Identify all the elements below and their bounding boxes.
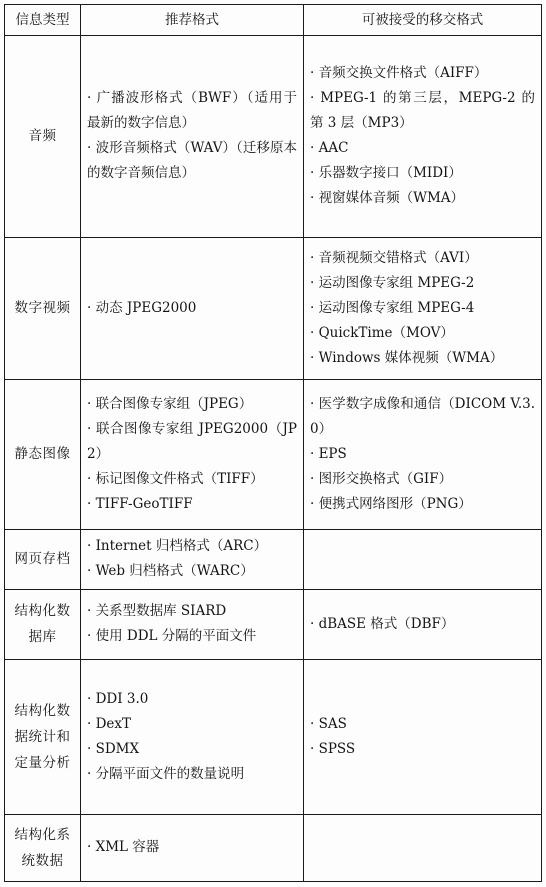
list-item: · SAS bbox=[310, 715, 347, 732]
acceptable-cell bbox=[304, 814, 542, 881]
table-row-digital-video bbox=[5, 237, 542, 380]
list-item: · 音频视频交错格式（AVI） bbox=[310, 249, 478, 266]
list-item: · AAC bbox=[310, 140, 349, 157]
list-item: · 联合图像专家组 JPEG2000（JP2） bbox=[87, 420, 297, 462]
recommended-list bbox=[87, 534, 297, 584]
list-item: · EPS bbox=[310, 445, 347, 462]
acceptable-list bbox=[310, 712, 535, 762]
list-item: · 广播波形格式（BWF）（适用于最新的数字信息） bbox=[87, 90, 297, 132]
recommended-list bbox=[87, 835, 297, 860]
list-item: · dBASE 格式（DBF） bbox=[310, 615, 455, 632]
list-item: · 视窗媒体音频（WMA） bbox=[310, 190, 465, 207]
table-row-structured-database bbox=[5, 589, 542, 659]
type-cell: 数字视频 bbox=[5, 237, 81, 380]
list-item: · 乐器数字接口（MIDI） bbox=[310, 165, 462, 182]
header-recommended: 推荐格式 bbox=[81, 5, 304, 36]
list-item: · 关系型数据库 SIARD bbox=[87, 603, 227, 620]
list-item: · 联合图像专家组（JPEG） bbox=[87, 395, 253, 412]
list-item: · 医学数字成像和通信（DICOM V.3.0） bbox=[310, 395, 535, 437]
recommended-cell bbox=[81, 589, 304, 659]
type-cell: 网页存档 bbox=[5, 529, 81, 589]
type-cell: 结构化数据库 bbox=[5, 589, 81, 659]
recommended-cell bbox=[81, 660, 304, 815]
header-info-type: 信息类型 bbox=[5, 5, 81, 36]
list-item: · XML 容器 bbox=[87, 839, 160, 856]
acceptable-cell bbox=[304, 380, 542, 530]
acceptable-list bbox=[310, 612, 535, 637]
recommended-cell bbox=[81, 36, 304, 238]
type-cell: 音频 bbox=[5, 36, 81, 238]
acceptable-cell bbox=[304, 529, 542, 589]
recommended-cell bbox=[81, 529, 304, 589]
list-item: · 使用 DDL 分隔的平面文件 bbox=[87, 628, 257, 645]
list-item: · MPEG-1 的第三层，MEPG-2 的第 3 层（MP3） bbox=[310, 90, 535, 132]
list-item: · 音频交换文件格式（AIFF） bbox=[310, 65, 488, 82]
recommended-cell bbox=[81, 237, 304, 380]
recommended-list bbox=[87, 296, 297, 321]
recommended-list bbox=[87, 599, 297, 649]
table-row-web-archive bbox=[5, 529, 542, 589]
table-row-still-image bbox=[5, 380, 542, 530]
list-item: · SDMX bbox=[87, 740, 140, 757]
list-item: · Web 归档格式（WARC） bbox=[87, 563, 254, 580]
list-item: · 便携式网络图形（PNG） bbox=[310, 495, 472, 512]
recommended-list bbox=[87, 392, 297, 517]
list-item: · TIFF-GeoTIFF bbox=[87, 495, 193, 512]
recommended-list bbox=[87, 687, 297, 787]
list-item: · 图形交换格式（GIF） bbox=[310, 470, 453, 487]
list-item: · Windows 媒体视频（WMA） bbox=[310, 349, 504, 366]
table-row-audio bbox=[5, 36, 542, 238]
list-item: · 动态 JPEG2000 bbox=[87, 299, 197, 316]
acceptable-cell bbox=[304, 237, 542, 380]
list-item: · 运动图像专家组 MPEG-2 bbox=[310, 274, 475, 291]
acceptable-list bbox=[310, 392, 535, 517]
list-item: · DDI 3.0 bbox=[87, 690, 149, 707]
acceptable-list bbox=[310, 61, 535, 211]
list-item: · SPSS bbox=[310, 740, 356, 757]
recommended-list bbox=[87, 86, 297, 186]
list-item: · DexT bbox=[87, 715, 132, 732]
acceptable-cell bbox=[304, 36, 542, 238]
table-row-structured-system-data bbox=[5, 814, 542, 881]
acceptable-cell bbox=[304, 660, 542, 815]
type-cell: 结构化系统数据 bbox=[5, 814, 81, 881]
list-item: · 标记图像文件格式（TIFF） bbox=[87, 470, 264, 487]
acceptable-cell bbox=[304, 589, 542, 659]
list-item: · QuickTime（MOV） bbox=[310, 324, 454, 341]
header-acceptable: 可被接受的移交格式 bbox=[304, 5, 542, 36]
recommended-cell bbox=[81, 380, 304, 530]
type-cell: 结构化数据统计和定量分析 bbox=[5, 660, 81, 815]
type-cell: 静态图像 bbox=[5, 380, 81, 530]
recommended-cell bbox=[81, 814, 304, 881]
list-item: · 运动图像专家组 MPEG-4 bbox=[310, 299, 475, 316]
table-row-structured-statistics bbox=[5, 660, 542, 815]
list-item: · 分隔平面文件的数量说明 bbox=[87, 765, 245, 782]
table-header-row bbox=[5, 5, 542, 36]
acceptable-list bbox=[310, 246, 535, 371]
format-table bbox=[4, 4, 542, 882]
list-item: · 波形音频格式（WAV）（迁移原本的数字音频信息） bbox=[87, 140, 297, 182]
list-item: · Internet 归档格式（ARC） bbox=[87, 538, 268, 555]
